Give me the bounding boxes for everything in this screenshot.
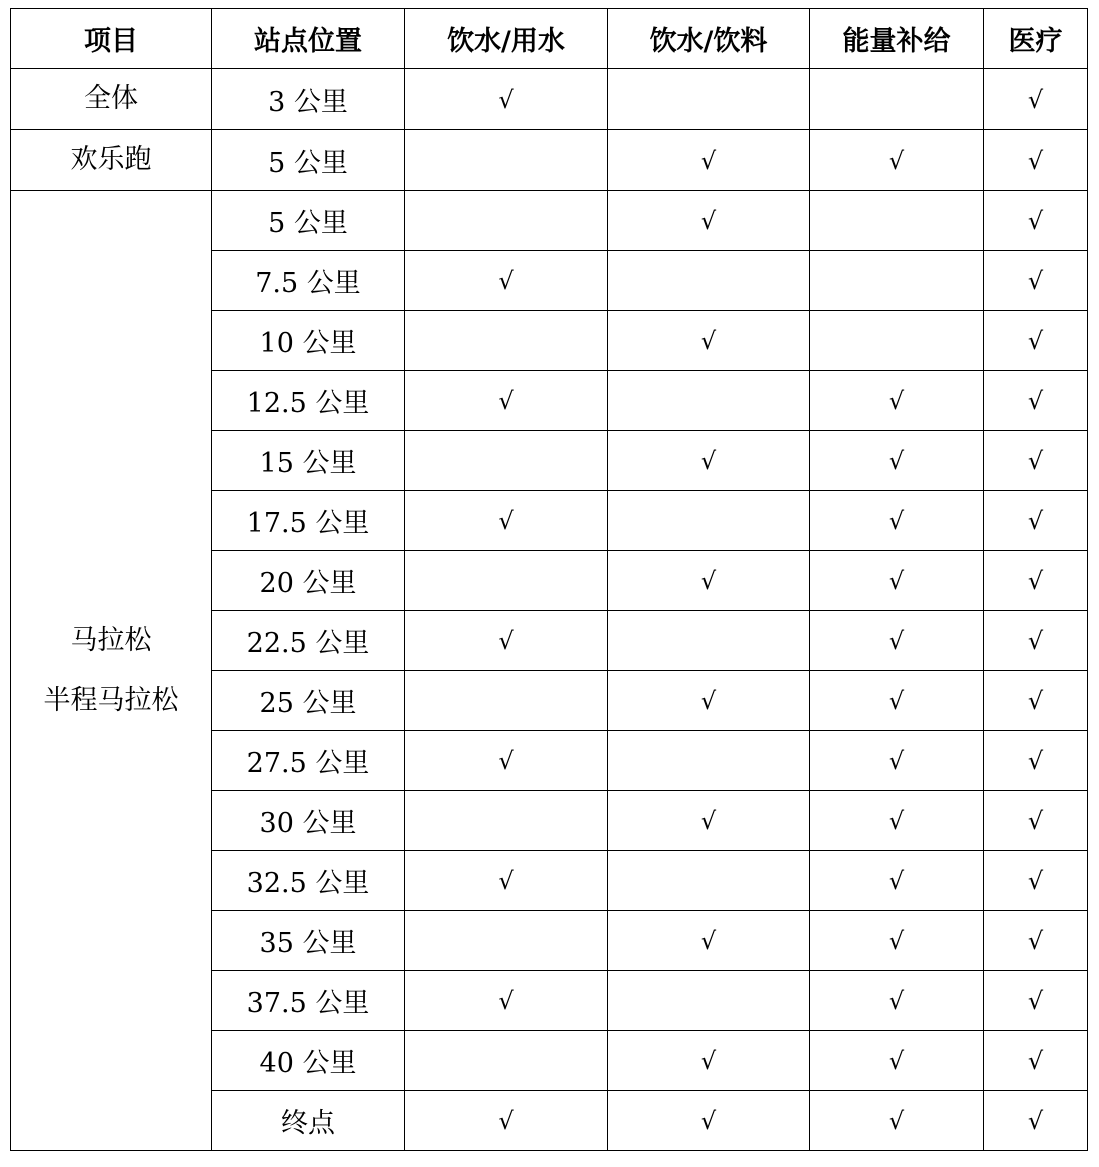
water-cell — [405, 791, 608, 851]
check-mark: √ — [700, 146, 717, 175]
check-mark: √ — [498, 387, 514, 415]
location-cell: 22.5 公里 — [212, 611, 405, 671]
medical-cell — [984, 311, 1088, 371]
water-cell — [405, 731, 608, 791]
medical-cell — [984, 491, 1088, 551]
check-mark: √ — [888, 987, 905, 1015]
energy-cell — [810, 251, 984, 311]
medical-cell — [984, 671, 1088, 731]
medical-cell — [984, 911, 1088, 971]
check-mark: √ — [888, 927, 905, 955]
location-cell: 32.5 公里 — [212, 851, 405, 911]
medical-cell — [984, 1091, 1088, 1151]
water-cell — [405, 971, 608, 1031]
medical-cell — [984, 971, 1088, 1031]
drink-cell — [608, 851, 810, 911]
energy-cell — [810, 791, 984, 851]
check-mark: √ — [700, 807, 717, 835]
table-row — [11, 69, 1088, 130]
header-project: 项目 — [11, 9, 212, 69]
location-cell: 27.5 公里 — [212, 731, 405, 791]
check-mark: √ — [1027, 327, 1044, 355]
energy-cell — [810, 611, 984, 671]
water-cell — [405, 491, 608, 551]
check-mark: √ — [888, 807, 905, 835]
check-mark: √ — [1027, 867, 1044, 895]
drink-cell — [608, 431, 810, 491]
water-cell — [405, 431, 608, 491]
medical-cell — [984, 851, 1088, 911]
location-cell: 25 公里 — [212, 671, 405, 731]
energy-cell — [810, 130, 984, 191]
check-mark: √ — [1027, 146, 1044, 175]
drink-cell — [608, 491, 810, 551]
water-cell — [405, 1091, 608, 1151]
check-mark: √ — [700, 207, 717, 235]
check-mark: √ — [498, 867, 514, 895]
drink-cell — [608, 911, 810, 971]
energy-cell — [810, 671, 984, 731]
check-mark: √ — [498, 1107, 514, 1135]
medical-cell — [984, 1031, 1088, 1091]
medical-cell — [984, 251, 1088, 311]
table-row — [11, 191, 1088, 251]
location-cell: 12.5 公里 — [212, 371, 405, 431]
project-cell — [11, 69, 212, 130]
medical-cell — [984, 130, 1088, 191]
check-mark: √ — [498, 267, 514, 295]
water-cell — [405, 311, 608, 371]
medical-cell — [984, 371, 1088, 431]
location-cell: 3 公里 — [212, 69, 405, 130]
drink-cell — [608, 371, 810, 431]
header-location: 站点位置 — [212, 9, 405, 69]
medical-cell — [984, 191, 1088, 251]
check-mark: √ — [1027, 447, 1044, 475]
water-cell — [405, 671, 608, 731]
water-cell — [405, 851, 608, 911]
location-cell: 5 公里 — [212, 191, 405, 251]
project-cell — [11, 130, 212, 191]
water-cell — [405, 911, 608, 971]
energy-cell — [810, 551, 984, 611]
medical-cell — [984, 731, 1088, 791]
energy-cell — [810, 69, 984, 130]
location-cell: 10 公里 — [212, 311, 405, 371]
check-mark: √ — [888, 747, 905, 775]
check-mark: √ — [1027, 807, 1044, 835]
check-mark: √ — [1027, 1047, 1044, 1075]
drink-cell — [608, 551, 810, 611]
energy-cell — [810, 311, 984, 371]
project-label: 马拉松 — [70, 624, 152, 656]
check-mark: √ — [1027, 687, 1044, 715]
location-cell: 5 公里 — [212, 130, 405, 191]
location-cell: 终点 — [212, 1091, 405, 1151]
energy-cell — [810, 371, 984, 431]
supply-station-table — [10, 8, 1088, 1151]
check-mark: √ — [498, 747, 514, 775]
check-mark: √ — [700, 1107, 717, 1135]
drink-cell — [608, 731, 810, 791]
energy-cell — [810, 731, 984, 791]
check-mark: √ — [700, 567, 717, 595]
check-mark: √ — [498, 987, 514, 1015]
check-mark: √ — [888, 1047, 905, 1075]
location-cell: 7.5 公里 — [212, 251, 405, 311]
check-mark: √ — [700, 1047, 717, 1075]
check-mark: √ — [888, 567, 905, 595]
location-cell: 40 公里 — [212, 1031, 405, 1091]
location-cell: 15 公里 — [212, 431, 405, 491]
water-cell — [405, 69, 608, 130]
project-cell — [11, 191, 212, 1151]
energy-cell — [810, 431, 984, 491]
medical-cell — [984, 611, 1088, 671]
check-mark: √ — [700, 447, 717, 475]
drink-cell — [608, 69, 810, 130]
water-cell — [405, 251, 608, 311]
location-cell: 17.5 公里 — [212, 491, 405, 551]
drink-cell — [608, 611, 810, 671]
water-cell — [405, 611, 608, 671]
project-label: 全体 — [84, 83, 138, 114]
check-mark: √ — [888, 507, 905, 535]
check-mark: √ — [1027, 207, 1044, 235]
check-mark: √ — [498, 627, 514, 655]
check-mark: √ — [1027, 987, 1044, 1015]
water-cell — [405, 371, 608, 431]
water-cell — [405, 1031, 608, 1091]
drink-cell — [608, 1091, 810, 1151]
energy-cell — [810, 191, 984, 251]
check-mark: √ — [1027, 507, 1044, 535]
header-water: 饮水/用水 — [405, 9, 608, 69]
check-mark: √ — [1027, 567, 1044, 595]
check-mark: √ — [1027, 387, 1044, 415]
check-mark: √ — [1027, 747, 1044, 775]
drink-cell — [608, 251, 810, 311]
check-mark: √ — [700, 687, 717, 715]
drink-cell — [608, 1031, 810, 1091]
check-mark: √ — [888, 687, 905, 715]
header-row — [11, 9, 1088, 69]
energy-cell — [810, 851, 984, 911]
header-drink: 饮水/饮料 — [608, 9, 810, 69]
check-mark: √ — [888, 1107, 905, 1135]
check-mark: √ — [700, 327, 717, 355]
project-label: 欢乐跑 — [70, 144, 152, 175]
energy-cell — [810, 971, 984, 1031]
drink-cell — [608, 791, 810, 851]
header-medical: 医疗 — [984, 9, 1088, 69]
check-mark: √ — [1027, 927, 1044, 955]
location-cell: 37.5 公里 — [212, 971, 405, 1031]
table-body — [11, 69, 1088, 1151]
drink-cell — [608, 311, 810, 371]
water-cell — [405, 130, 608, 191]
energy-cell — [810, 1091, 984, 1151]
energy-cell — [810, 911, 984, 971]
medical-cell — [984, 69, 1088, 130]
check-mark: √ — [888, 146, 905, 175]
check-mark: √ — [700, 927, 717, 955]
drink-cell — [608, 671, 810, 731]
check-mark: √ — [1027, 1107, 1044, 1135]
check-mark: √ — [498, 507, 514, 535]
location-cell: 20 公里 — [212, 551, 405, 611]
water-cell — [405, 551, 608, 611]
medical-cell — [984, 791, 1088, 851]
drink-cell — [608, 191, 810, 251]
check-mark: √ — [1027, 267, 1044, 295]
water-cell — [405, 191, 608, 251]
check-mark: √ — [888, 867, 905, 895]
check-mark: √ — [888, 447, 905, 475]
drink-cell — [608, 971, 810, 1031]
location-cell: 35 公里 — [212, 911, 405, 971]
energy-cell — [810, 1031, 984, 1091]
check-mark: √ — [888, 387, 905, 415]
check-mark: √ — [888, 627, 905, 655]
medical-cell — [984, 431, 1088, 491]
drink-cell — [608, 130, 810, 191]
check-mark: √ — [498, 85, 514, 114]
medical-cell — [984, 551, 1088, 611]
check-mark: √ — [1027, 627, 1044, 655]
project-label: 半程马拉松 — [43, 684, 179, 716]
location-cell: 30 公里 — [212, 791, 405, 851]
energy-cell — [810, 491, 984, 551]
table-row — [11, 130, 1088, 191]
check-mark: √ — [1027, 85, 1044, 114]
header-energy: 能量补给 — [810, 9, 984, 69]
